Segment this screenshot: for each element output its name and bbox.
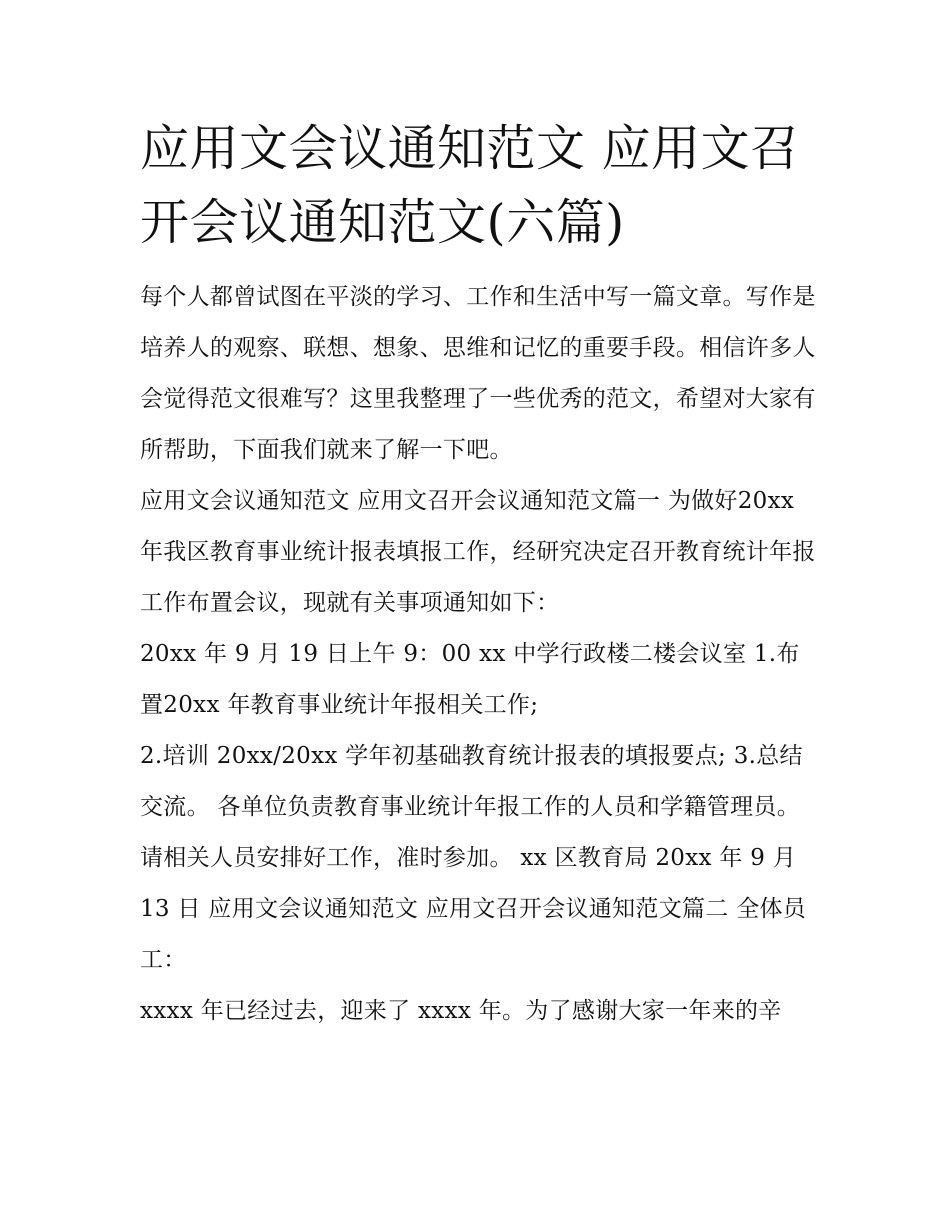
- paragraph-notice-one: 应用文会议通知范文 应用文召开会议通知范文篇一 为做好20xx 年我区教育事业统计报表填报工作，经研究决定召开教育统计年报工作布置会议，现就有关事项通知如下：: [140, 488, 816, 616]
- paragraph-new-year: xxxx 年已经过去，迎来了 xxxx 年。为了感谢大家一年来的辛: [140, 998, 782, 1024]
- paragraph-training: 2.培训 20xx/20xx 学年初基础教育统计报表的填报要点; 3.总结交流。 各单位负责教育事业统计年报工作的人员和学籍管理员。: [140, 743, 803, 820]
- paragraph-meeting-time: 20xx 年 9 月 19 日上午 9：00 xx 中学行政楼二楼会议室 1.布置20xx 年教育事业统计年报相关工作;: [140, 641, 800, 718]
- paragraph-intro: 每个人都曾试图在平淡的学习、工作和生活中写一篇文章。写作是培养人的观察、联想、想象、思维和记忆的重要手段。相信许多人会觉得范文很难写？这里我整理了一些优秀的范文，希望对大家有所帮助，下面我们就来了解一下吧。: [140, 284, 816, 463]
- paragraph-closing: 请相关人员安排好工作，准时参加。 xx 区教育局 20xx 年 9 月13 日 应用文会议通知范文 应用文召开会议通知范文篇二 全体员工：: [140, 845, 807, 973]
- document-page: [140, 112, 820, 1037]
- document-title: 应用文会议通知范文 应用文召开会议通知范文(六篇): [140, 120, 800, 251]
